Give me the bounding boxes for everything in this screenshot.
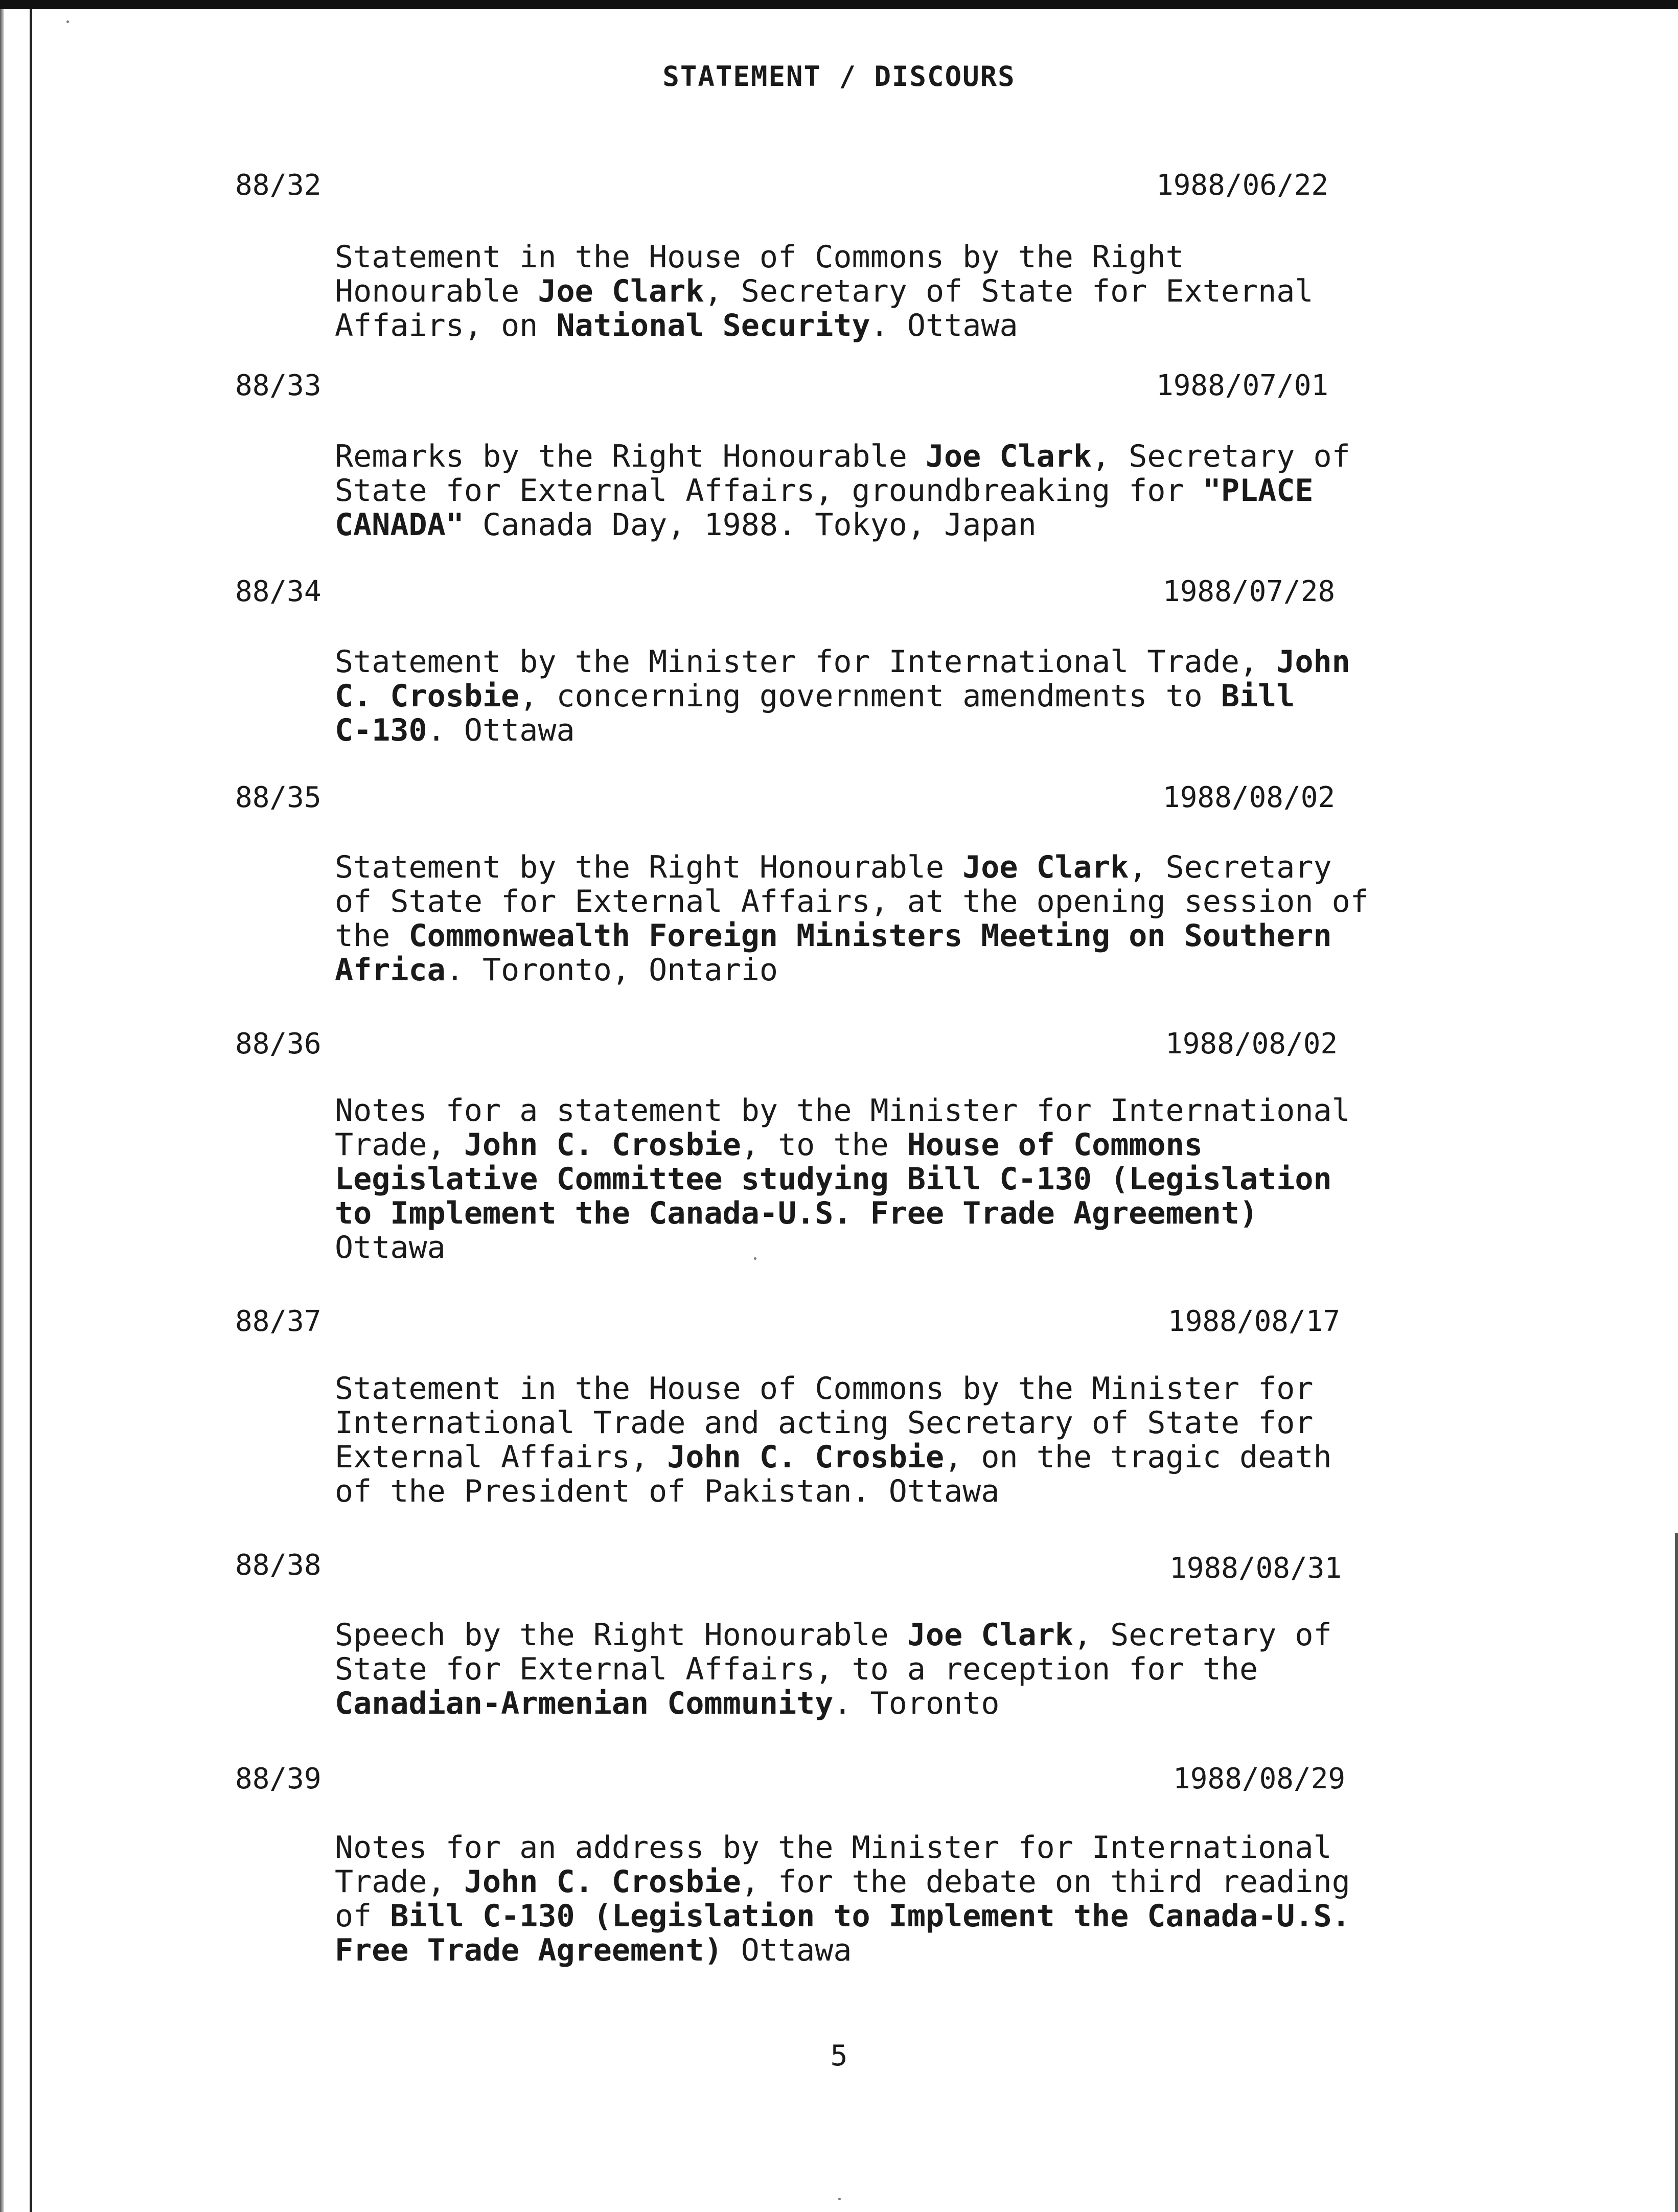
statement-number: 88/38 [235, 1549, 321, 1582]
statement-number: 88/34 [235, 575, 321, 608]
statement-description: Statement by the Right Honourable Joe Clark, Secretary of State for External Affairs, at the opening session of the Commonwealth Foreign Ministers Meeting on Southern Africa. Toronto, Ontario [335, 849, 1369, 988]
statement-number: 88/39 [235, 1762, 321, 1795]
statement-description: Notes for a statement by the Minister for International Trade, John C. Crosbie, to the House of Commons Legislative Committee studying Bill C-130 (Legislation to Implement the Canada-U.S. Free Trade Agreement) Ottawa [335, 1093, 1350, 1265]
statement-description: Statement in the House of Commons by the Minister for International Trade and acting Secretary of State for External Affairs, John C. Crosbie, on the tragic death of the President of Pakistan. Ottawa [335, 1371, 1332, 1509]
statement-date: 1988/08/17 [1168, 1305, 1341, 1338]
right-scan-edge [1675, 1533, 1678, 2212]
statement-date: 1988/06/22 [1156, 169, 1329, 202]
statement-number: 88/37 [235, 1305, 321, 1338]
statement-date: 1988/08/29 [1173, 1762, 1346, 1795]
statement-date: 1988/08/31 [1169, 1552, 1342, 1585]
statement-number: 88/35 [235, 781, 321, 814]
statement-description: Notes for an address by the Minister for International Trade, John C. Crosbie, for the debate on third reading of Bill C-130 (Legislation to Implement the Canada-U.S. Free Trade Agreement) Ottawa [335, 1830, 1350, 1968]
statement-date: 1988/08/02 [1163, 781, 1336, 814]
statement-date: 1988/08/02 [1165, 1027, 1338, 1061]
scan-speck [66, 20, 69, 23]
page-number: 5 [830, 2039, 848, 2072]
statement-number: 88/36 [235, 1027, 321, 1061]
page-title: STATEMENT / DISCOURS [662, 60, 1016, 93]
statement-number: 88/33 [235, 369, 321, 402]
statement-date: 1988/07/28 [1163, 575, 1336, 608]
scan-speck [838, 2198, 841, 2200]
left-scan-edge [0, 9, 4, 2212]
statement-description: Statement in the House of Commons by the Right Honourable Joe Clark, Secretary of State for External Affairs, on National Security. Ottawa [335, 239, 1314, 343]
top-border [0, 0, 1678, 9]
statement-description: Speech by the Right Honourable Joe Clark, Secretary of State for External Affairs, to a reception for the Canadian-Armenian Community. Toronto [335, 1617, 1332, 1721]
left-binding-line [30, 9, 32, 2212]
statement-description: Remarks by the Right Honourable Joe Clark, Secretary of State for External Affairs, groundbreaking for "PLACE CANADA" Canada Day, 1988. Tokyo, Japan [335, 439, 1350, 543]
statement-description: Statement by the Minister for International Trade, John C. Crosbie, concerning government amendments to Bill C-130. Ottawa [335, 644, 1350, 748]
statement-date: 1988/07/01 [1156, 369, 1329, 402]
statement-number: 88/32 [235, 169, 321, 202]
